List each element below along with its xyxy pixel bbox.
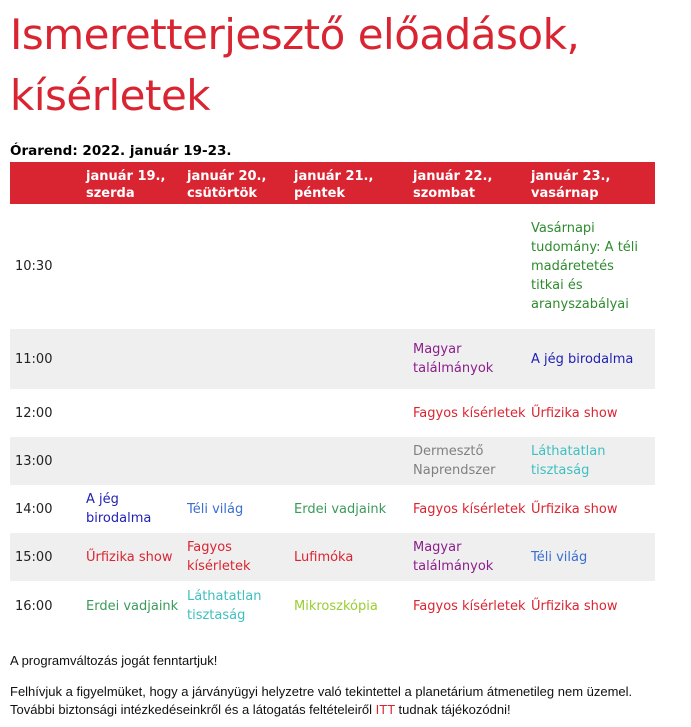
program-cell: Vasárnapi tudomány: A téli madáretetés titkai és aranyszabályai: [531, 204, 655, 329]
program-cell: Űrfizika show: [531, 581, 655, 631]
day-date: január 20.,: [187, 169, 267, 184]
page-title: Ismeretterjesztő előadások, kísérletek: [10, 10, 580, 120]
program-cell: Erdei vadjaink: [294, 485, 413, 533]
time-cell: 14:00: [10, 485, 86, 533]
day-weekday: szerda: [86, 186, 135, 201]
empty-cell: [413, 204, 531, 329]
day-header: [413, 162, 531, 204]
time-cell: 15:00: [10, 533, 86, 581]
day-header: [294, 162, 413, 204]
empty-cell: [86, 389, 187, 437]
day-date: január 22.,: [413, 169, 493, 184]
closure-notice-line2-end: tudnak tájékozódni!: [394, 702, 511, 717]
info-link[interactable]: ITT: [375, 702, 395, 717]
time-column-header: [10, 162, 86, 204]
schedule-row: [10, 437, 655, 485]
empty-cell: [86, 204, 187, 329]
program-cell: Láthatatlan tisztaság: [187, 581, 294, 631]
program-cell: Űrfizika show: [86, 533, 187, 581]
schedule-heading: Órarend: 2022. január 19-23.: [10, 143, 232, 159]
program-cell: Fagyos kísérletek: [413, 581, 531, 631]
empty-cell: [294, 389, 413, 437]
time-cell: 10:30: [10, 204, 86, 329]
empty-cell: [187, 437, 294, 485]
program-cell: Téli világ: [531, 533, 655, 581]
program-cell: Űrfizika show: [531, 389, 655, 437]
schedule-row: [10, 485, 655, 533]
closure-notice-line2-start: További biztonsági intézkedéseinkről és a látogatás feltételeiről: [10, 702, 376, 717]
schedule-row: [10, 329, 655, 389]
program-cell: Magyar találmányok: [413, 329, 531, 389]
day-date: január 21.,: [294, 169, 374, 184]
program-cell: Láthatatlan tisztaság: [531, 437, 655, 485]
day-weekday: péntek: [294, 186, 346, 201]
time-cell: 16:00: [10, 581, 86, 631]
empty-cell: [187, 329, 294, 389]
program-cell: Fagyos kísérletek: [413, 485, 531, 533]
day-weekday: vasárnap: [531, 186, 599, 201]
time-cell: 12:00: [10, 389, 86, 437]
program-cell: Téli világ: [187, 485, 294, 533]
time-cell: 11:00: [10, 329, 86, 389]
day-header: [187, 162, 294, 204]
schedule-row: [10, 581, 655, 631]
program-cell: Fagyos kísérletek: [187, 533, 294, 581]
program-change-notice: A programváltozás jogát fenntartjuk!: [10, 653, 218, 668]
empty-cell: [86, 329, 187, 389]
program-cell: Erdei vadjaink: [86, 581, 187, 631]
program-cell: Lufimóka: [294, 533, 413, 581]
day-date: január 19.,: [86, 169, 166, 184]
day-header: [531, 162, 655, 204]
day-weekday: szombat: [413, 186, 476, 201]
program-cell: Dermesztő Naprendszer: [413, 437, 531, 485]
closure-notice: [10, 683, 690, 719]
empty-cell: [187, 389, 294, 437]
empty-cell: [187, 204, 294, 329]
empty-cell: [294, 329, 413, 389]
day-weekday: csütörtök: [187, 186, 258, 201]
empty-cell: [294, 437, 413, 485]
empty-cell: [294, 204, 413, 329]
program-cell: Magyar találmányok: [413, 533, 531, 581]
schedule-header-row: [10, 162, 655, 204]
schedule-table: [10, 162, 655, 631]
closure-notice-line1: Felhívjuk a figyelmüket, hogy a járványügyi helyzetre való tekintettel a planetárium átmenetileg nem üzemel.: [10, 684, 633, 699]
day-date: január 23.,: [531, 169, 611, 184]
program-cell: A jég birodalma: [531, 329, 655, 389]
time-cell: 13:00: [10, 437, 86, 485]
schedule-row: [10, 533, 655, 581]
program-cell: Mikroszkópia: [294, 581, 413, 631]
day-header: [86, 162, 187, 204]
program-cell: Űrfizika show: [531, 485, 655, 533]
program-cell: A jég birodalma: [86, 485, 187, 533]
schedule-row: [10, 204, 655, 329]
empty-cell: [86, 437, 187, 485]
schedule-row: [10, 389, 655, 437]
program-cell: Fagyos kísérletek: [413, 389, 531, 437]
